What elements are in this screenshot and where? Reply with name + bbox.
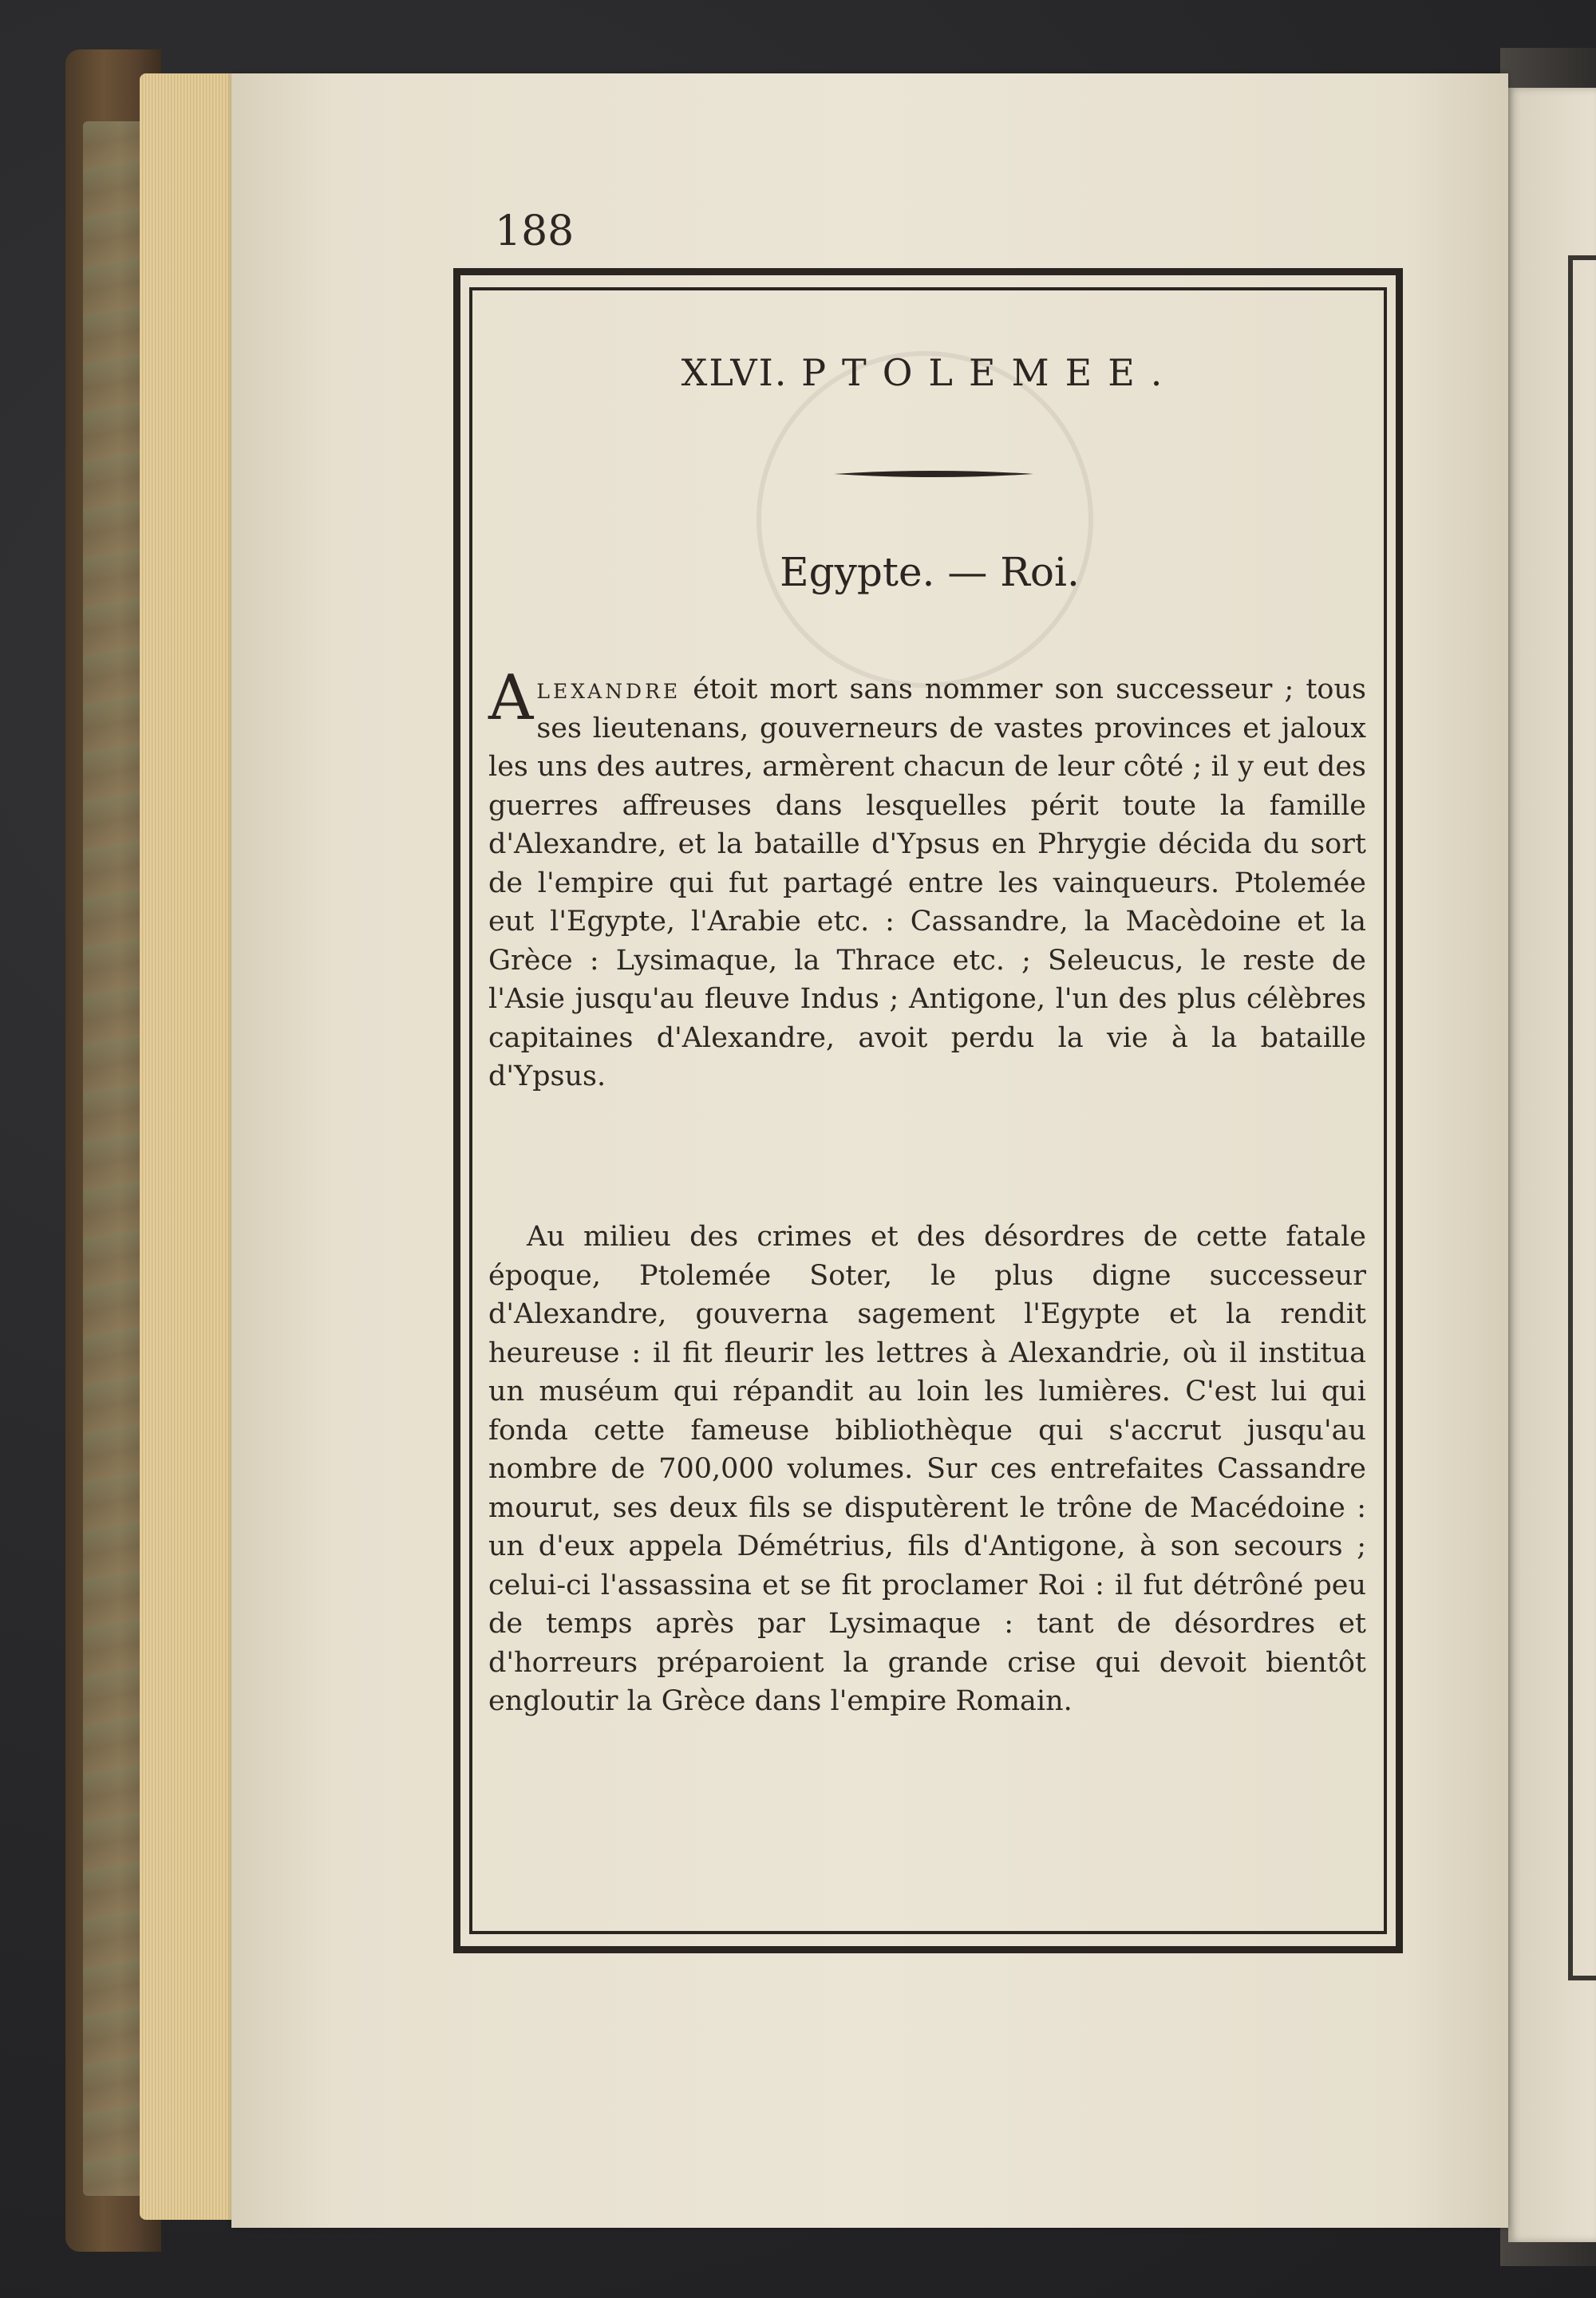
- page-fore-edge: [140, 73, 235, 2220]
- small-caps-word: lexandre: [536, 673, 681, 705]
- ornamental-rule: [834, 469, 1033, 479]
- chapter-numeral: XLVI.: [681, 351, 788, 394]
- paragraph-first: [488, 662, 1366, 1096]
- chapter-title: PTOLEMEE.: [801, 351, 1179, 394]
- paragraph-second: Au milieu des crimes et des désordres de cette fatale époque, Ptolemée Soter, le plus digne successeur d'Alexandre, gouverna sagement l'Egypte et la rendit heureuse : il fit fleurir les lettres à Alexandrie, où il institua un muséum qui répandit au loin les lumières. C'est lui qui fonda cette fameuse bibliothèque qui s'accrut jusqu'au nombre de 700,000 volumes. Sur ces entrefaites Cassandre mourut, ses deux fils se disputèrent le trône de Macédoine : un d'eux appela Démétrius, fils d'Antigone, à son secours ; celui-ci l'assassina et se fit proclamer Roi : il fut détrôné peu de temps après par Lysimaque : tant de désordres et d'horreurs préparoient la grande crise qui devoit bientôt engloutir la Grèce dans l'empire Romain.: [488, 1221, 1366, 1717]
- page-number: 188: [495, 207, 575, 255]
- section-subheading: Egypte. — Roi.: [780, 549, 1080, 595]
- chapter-heading: [479, 351, 1381, 394]
- facing-page-frame: [1568, 255, 1596, 1980]
- drop-cap: A: [488, 662, 534, 734]
- paragraph-first-text: étoit mort sans nommer son successeur ; tous ses lieutenans, gouverneurs de vastes provinces et jaloux les uns des autres, armèrent chacun de leur côté ; il y eut des guerres affreuses dans lesquelles périt toute la famille d'Alexandre, et la bataille d'Ypsus en Phrygie décida du sort de l'empire qui fut partagé entre les vainqueurs. Ptolemée eut l'Egypte, l'Arabie etc. : Cassandre, la Macèdoine et la Grèce : Lysimaque, la Thrace etc. ; Seleucus, le reste de l'Asie jusqu'au fleuve Indus ; Antigone, l'un des plus célèbres capitaines d'Alexandre, avoit perdu la vie à la bataille d'Ypsus.: [488, 673, 1366, 1092]
